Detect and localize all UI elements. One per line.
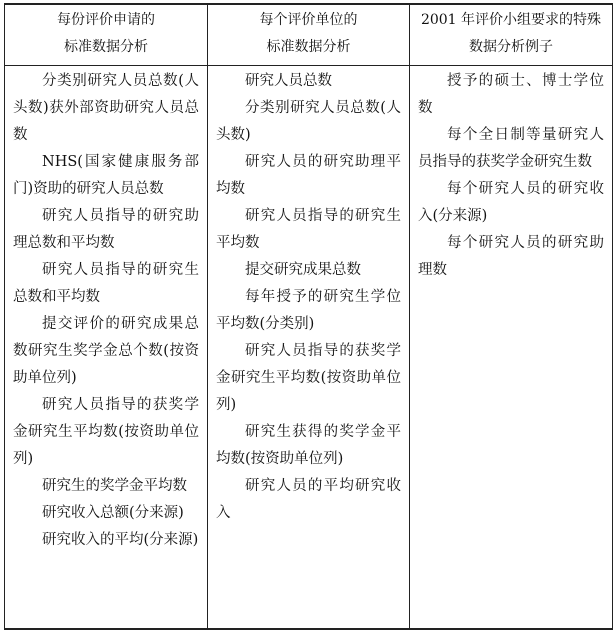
column-per-unit [208,66,410,630]
table-header [5,4,613,66]
list-item: 研究人员的平均研究收入 [216,478,401,521]
list-item: 研究人员指导的研究生总数和平均数 [13,262,199,305]
list-item: NHS(国家健康服务部门)资助的研究人员总数 [13,154,199,197]
header-line: 每份评价申请的 [57,12,155,28]
list-item: 分类别研究人员总数(人头数) [216,100,401,143]
list-item: 研究人员指导的研究助理总数和平均数 [13,208,199,251]
list-item: 研究人员指导的获奖学金研究生平均数(按资助单位列) [13,397,199,467]
list-item: 每个研究人员的研究助理数 [418,235,604,278]
header-line: 标准数据分析 [266,39,351,55]
list-item: 研究人员总数 [245,73,332,89]
header-row [5,4,613,66]
data-analysis-table-container [4,3,612,630]
list-item: 授予的硕士、博士学位数 [418,73,604,116]
column-panel-examples [410,66,613,630]
list-item: 研究生的奖学金平均数 [42,478,187,494]
list-item: 研究人员指导的研究生平均数 [216,208,401,251]
list-item: 分类别研究人员总数(人头数)获外部资助研究人员总数 [13,73,199,143]
body-row [5,66,613,630]
list-item: 每个研究人员的研究收入(分来源) [418,181,604,224]
header-cell-per-application [5,4,208,66]
column-per-application [5,66,208,630]
header-cell-panel-examples [410,4,613,66]
header-line: 标准数据分析 [64,39,148,55]
list-item: 每年授予的研究生学位平均数(分类别) [216,289,401,332]
list-item: 研究收入总额(分来源) [42,505,184,521]
table-body [5,66,613,630]
header-line: 2001 年评价小组要求的特殊 [420,12,602,28]
list-item: 提交研究成果总数 [245,262,361,278]
list-item: 研究人员的研究助理平均数 [216,154,401,197]
header-line: 数据分析例子 [469,39,553,55]
list-item: 提交评价的研究成果总数研究生奖学金总个数(按资助单位列) [13,316,199,386]
list-item: 研究收入的平均(分来源) [42,532,199,548]
list-item: 研究人员指导的获奖学金研究生平均数(按资助单位列) [216,343,401,413]
list-item: 每个全日制等量研究人员指导的获奖学金研究生数 [418,127,604,170]
header-line: 每个评价单位的 [259,12,358,28]
header-cell-per-unit [208,4,410,66]
list-item: 研究生获得的奖学金平均数(按资助单位列) [216,424,401,467]
data-analysis-table [4,3,613,630]
